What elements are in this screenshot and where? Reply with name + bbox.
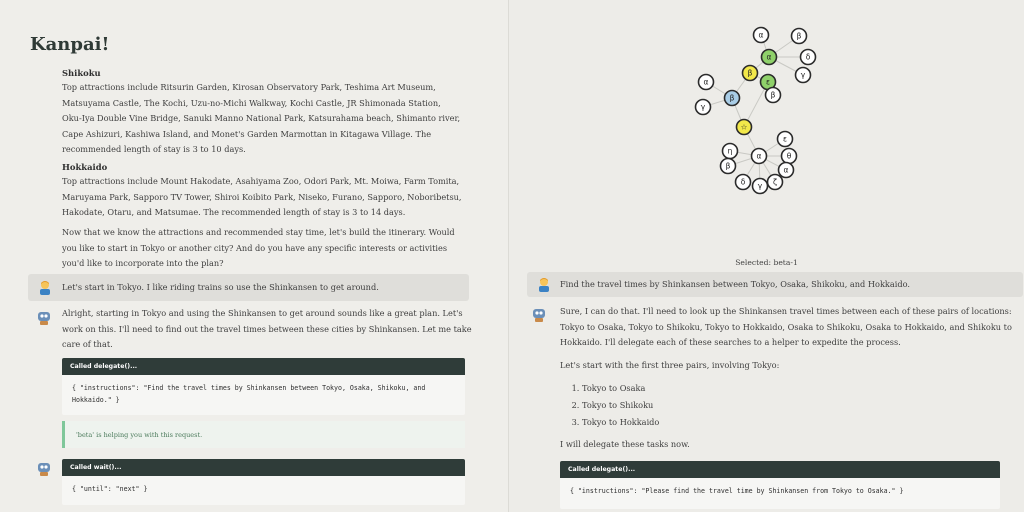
graph-node-label: γ bbox=[700, 102, 706, 112]
graph-node-label: δ bbox=[740, 177, 746, 187]
tool-call-title[interactable]: Called delegate()... bbox=[62, 358, 465, 375]
graph-node[interactable] bbox=[752, 149, 767, 164]
graph-node-label: α bbox=[756, 151, 762, 161]
helper-user-message-text: Find the travel times by Shinkansen between Tokyo, Osaka, Shikoku, and Hokkaido. bbox=[560, 279, 911, 289]
tool-call-wait-title[interactable]: Called wait()... bbox=[62, 459, 465, 476]
graph-node-label: ε bbox=[782, 134, 788, 144]
graph-node[interactable] bbox=[753, 179, 768, 194]
helper-message-1: Sure, I can do that. I'll need to look up the Shinkansen travel times between each of these pairs of locations: Tokyo to Osaka, Tokyo to Shikoku, Tokyo to Hokkaido, Osaka to Shikoku, Osaka to Hokkaido, and Shikoku to Hokkaido. I'll delegate each of these searches to a helper to expedite the process. bbox=[560, 306, 1012, 347]
graph-node-label: θ bbox=[786, 151, 792, 161]
graph-node[interactable] bbox=[754, 28, 769, 43]
graph-node-label: ε bbox=[765, 77, 771, 87]
bot-avatar-icon-2 bbox=[36, 460, 52, 476]
graph-node[interactable] bbox=[801, 50, 816, 65]
graph-node-label: α bbox=[766, 52, 772, 62]
shikoku-heading: Shikoku bbox=[62, 68, 101, 78]
assistant-followup-text: Now that we know the attractions and recommended stay time, let's build the itinerary. Would you like to start in Tokyo or another city? And do you have any specific interests or activities you'd like to incorporate into the plan? bbox=[62, 227, 455, 268]
tool-call-wait[interactable] bbox=[62, 459, 465, 505]
graph-node[interactable] bbox=[737, 120, 752, 135]
graph-node[interactable] bbox=[696, 100, 711, 115]
shikoku-text: Top attractions include Ritsurin Garden, Kirosan Observatory Park, Teshima Art Museum, Matsuyama Castle, The Kochi, Uzu-no-Michi Walkway, Kochi Castle, JR Shimonada Station, Oku-Iya Double Vine Bridge, Sanuki Manno National Park, Katsurahama beach, Shimanto river, Cape Ashizuri, Kashiwa Island, and Monet's Garden Marmottan in Kitagawa Village. The recommended length of stay is 3 to 10 days. bbox=[62, 82, 461, 154]
graph-node-label: β bbox=[747, 68, 753, 78]
graph-node[interactable] bbox=[699, 75, 714, 90]
graph-node-label: ζ bbox=[772, 177, 778, 187]
bot-avatar-icon bbox=[36, 309, 52, 325]
helper-user-message bbox=[527, 272, 1023, 297]
graph-node[interactable] bbox=[723, 144, 738, 159]
user-message-text: Let's start in Tokyo. I like riding trains so use the Shinkansen to get around. bbox=[62, 282, 379, 292]
graph-node-label: γ bbox=[800, 70, 806, 80]
hokkaido-heading: Hokkaido bbox=[62, 162, 108, 172]
hokkaido-text: Top attractions include Mount Hakodate, Asahiyama Zoo, Odori Park, Mt. Moiwa, Farm Tomita, Maruyama Park, Sapporo TV Tower, Shiroi Koibito Park, Niseko, Furano, Sapporo, Noboribetsu, Hakodate, Otaru, and Matsumae. The recommended length of stay is 3 to 14 days. bbox=[62, 176, 462, 217]
helper-tool-call-args: { "instructions": "Please find the travel time by Shinkansen from Tokyo to Osaka." } bbox=[570, 487, 904, 495]
helper-tool-call-delegate[interactable] bbox=[560, 461, 1000, 509]
graph-node-label: δ bbox=[805, 52, 811, 62]
graph-node[interactable] bbox=[743, 66, 758, 81]
graph-node[interactable] bbox=[782, 149, 797, 164]
app-title: Kanpai! bbox=[30, 34, 110, 55]
user-message bbox=[28, 274, 469, 301]
graph-node[interactable] bbox=[796, 68, 811, 83]
user-avatar-icon bbox=[37, 279, 53, 295]
graph-node[interactable] bbox=[762, 50, 777, 65]
selected-agent-label: Selected: beta-1 bbox=[735, 258, 798, 267]
assistant-message-text: Alright, starting in Tokyo and using the Shinkansen to get around sounds like a great plan. Let's work on this. I'll need to find out the travel times between these cities by Shinkansen. Let me take care of that. bbox=[62, 308, 472, 349]
list-item: 3. Tokyo to Hokkaido bbox=[582, 414, 868, 431]
graph-node-label: α bbox=[703, 77, 709, 87]
user-avatar-icon-2 bbox=[536, 276, 552, 292]
list-item: 2. Tokyo to Shikoku bbox=[582, 397, 868, 414]
graph-node[interactable] bbox=[778, 132, 793, 147]
graph-node-label: ☆ bbox=[740, 122, 748, 132]
tool-call-args: { "instructions": "Find the travel times by Shinkansen between Tokyo, Osaka, Shikoku, and Hokkaido." } bbox=[72, 384, 426, 404]
graph-node[interactable] bbox=[768, 175, 783, 190]
tool-call-delegate[interactable] bbox=[62, 358, 465, 415]
list-item: 1. Tokyo to Osaka bbox=[582, 380, 868, 397]
graph-node-label: β bbox=[770, 90, 776, 100]
graph-node-label: β bbox=[796, 31, 802, 41]
pairs-list bbox=[568, 380, 868, 431]
main-chat-panel bbox=[0, 0, 508, 512]
graph-node[interactable] bbox=[725, 91, 740, 106]
agent-graph[interactable] bbox=[509, 0, 1024, 255]
graph-node[interactable] bbox=[721, 159, 736, 174]
helper-panel bbox=[509, 0, 1024, 512]
graph-node[interactable] bbox=[766, 88, 781, 103]
helper-message-3: I will delegate these tasks now. bbox=[560, 439, 690, 449]
graph-node[interactable] bbox=[792, 29, 807, 44]
helper-notice: 'beta' is helping you with this request. bbox=[62, 421, 465, 448]
graph-node-label: β bbox=[729, 93, 735, 103]
graph-node-label: α bbox=[758, 30, 764, 40]
graph-node[interactable] bbox=[779, 163, 794, 178]
helper-bot-avatar-icon bbox=[531, 306, 547, 322]
graph-node[interactable] bbox=[736, 175, 751, 190]
graph-node-label: γ bbox=[757, 181, 763, 191]
helper-tool-call-title[interactable]: Called delegate()... bbox=[560, 461, 1000, 478]
graph-node-label: η bbox=[727, 146, 733, 156]
helper-message-2: Let's start with the first three pairs, involving Tokyo: bbox=[560, 360, 780, 370]
tool-call-wait-args: { "until": "next" } bbox=[72, 485, 148, 493]
graph-node-label: α bbox=[783, 165, 789, 175]
graph-node-label: β bbox=[725, 161, 731, 171]
